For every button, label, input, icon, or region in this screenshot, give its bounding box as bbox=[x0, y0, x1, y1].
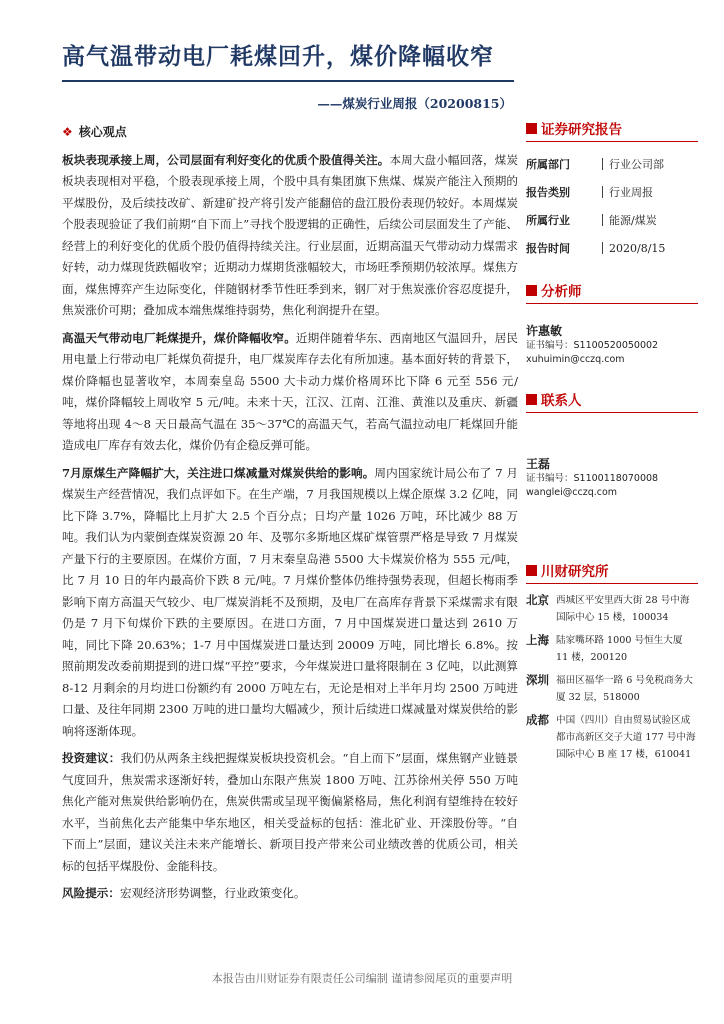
meta-row: 报告时间 2020/8/15 bbox=[526, 241, 666, 255]
paragraph-lead: 投资建议： bbox=[62, 751, 121, 765]
sidebar bbox=[526, 118, 698, 769]
paragraph-5 bbox=[62, 883, 518, 905]
report-subtitle: ——煤炭行业周报（20200815） bbox=[317, 96, 512, 111]
institute-header: 川财研究所 bbox=[526, 560, 698, 584]
section-title: 核心观点 bbox=[78, 125, 127, 139]
contact-name: 王磊 bbox=[526, 457, 551, 471]
contact-email[interactable]: wanglei@cczq.com bbox=[526, 487, 618, 498]
analyst-cert: 证书编号：S1100520050002 bbox=[526, 340, 659, 351]
page-footer: 本报告由川财证券有限责任公司编制 谨请参阅尾页的重要声明 bbox=[211, 972, 513, 985]
office-item: 成都 中国（四川）自由贸易试验区成都市高新区交子大道 177 号中海国际中心 B 座 17 楼，610041 bbox=[526, 713, 696, 760]
square-bullet-icon bbox=[526, 394, 537, 405]
section-heading bbox=[62, 122, 518, 144]
paragraph-lead: 7月原煤生产降幅扩大，关注进口煤减量对煤炭供给的影响。 bbox=[62, 465, 375, 480]
diamond-bullet-icon: ❖ bbox=[62, 125, 73, 139]
paragraph-lead: 风险提示： bbox=[62, 886, 120, 900]
office-list bbox=[526, 592, 698, 763]
meta-row: 报告类别 行业周报 bbox=[526, 186, 653, 199]
square-bullet-icon bbox=[526, 285, 537, 296]
paragraph-4 bbox=[62, 748, 518, 877]
square-bullet-icon bbox=[526, 565, 537, 576]
paragraph-body: 本周大盘小幅回落，煤炭板块表现相对平稳，个股表现承接上周，个股中具有集团旗下焦煤、煤炭产能注入预期的平煤股份，及后续技改矿、新建矿投产将引发产能翻倍的盘江股份表现仍较好。本周煤炭个股表现验证了我们前期“自下而上”寻找个股逻辑的正确性，后续公司层面发生了产能、经营上的利好变化的优质个股仍值得持续关注。行业层面，近期高温天气带动动力煤需求好转，动力煤现货跌幅收窄；近期动力煤期货涨幅较大，市场旺季预期仍较浓厚。煤焦方面，煤焦博弈产生边际变化，伴随钢材季节性旺季到来，钢厂对于焦炭涨价容忍度提升，焦炭涨价可期；叠加成本端焦煤维持弱势，焦化利润提升在望。 bbox=[62, 152, 518, 317]
contact-card bbox=[526, 455, 698, 500]
paragraph-3 bbox=[62, 463, 518, 743]
paragraph-1 bbox=[62, 150, 518, 322]
paragraph-body: 近期伴随着华东、西南地区气温回升，居民用电量上行带动电厂耗煤负荷提升，电厂煤炭库存去化有所加速。基本面好转的背景下，煤价降幅也显著收窄，本周秦皇岛 5500 大卡动力煤价格周环比下降 6 元至 556 元/吨，煤价降幅较上周收窄 5 元/吨。未来十天，江汉、江南、江淮、黄淮以及重庆、新疆等地将出现 4～8 天日最高气温在 35～37℃的高温天气，若高气温拉动电厂耗煤回升能造成电厂库存有效去化，煤价仍有企稳反弹可能。 bbox=[62, 330, 518, 452]
paragraph-lead: 板块表现承接上周，公司层面有利好变化的优质个股值得关注。 bbox=[62, 152, 390, 167]
square-bullet-icon bbox=[526, 123, 537, 134]
contact-header: 联系人 bbox=[526, 389, 698, 413]
paragraph-body: 宏观经济形势调整，行业政策变化。 bbox=[119, 886, 306, 900]
main-content bbox=[62, 122, 518, 911]
paragraph-body: 我们仍从两条主线把握煤炭板块投资机会。“自上而下”层面，煤焦钢产业链景气度回升，焦炭需求逐渐好转，叠加山东限产焦炭 1800 万吨、江苏徐州关停 550 万吨焦化产能对焦炭供给影响仍在，焦炭供需或呈现平衡偏紧格局，焦化利润有望维持在较好水平，当前焦化去产能集中华东地区，相关受益标的包括：淮北矿业、开滦股份等。“自下而上”层面，建议关注未来产能增长、新项目投产带来公司业绩改善的优质公司，相关标的包括平煤股份、金能科技。 bbox=[62, 751, 518, 873]
report-title: 高气温带动电厂耗煤回升，煤价降幅收窄 bbox=[62, 44, 494, 70]
analyst-header: 分析师 bbox=[526, 280, 698, 304]
paragraph-lead: 高温天气带动电厂耗煤提升，煤价降幅收窄。 bbox=[62, 330, 296, 345]
office-item: 上海 陆家嘴环路 1000 号恒生大厦 11 楼，200120 bbox=[526, 633, 683, 663]
analyst-card bbox=[526, 322, 698, 367]
report-info-header: 证券研究报告 bbox=[526, 118, 698, 142]
title-divider bbox=[62, 80, 514, 82]
meta-row: 所属部门 行业公司部 bbox=[526, 158, 664, 171]
report-meta bbox=[526, 150, 698, 262]
paragraph-2 bbox=[62, 328, 518, 457]
office-item: 深圳 福田区福华一路 6 号免税商务大厦 32 层，518000 bbox=[526, 673, 693, 703]
analyst-name: 许惠敏 bbox=[526, 324, 563, 338]
paragraph-body: 周内国家统计局公布了 7 月煤炭生产经营情况，我们点评如下。在生产端，7 月我国规模以上煤企原煤 3.2 亿吨，同比下降 3.7%，降幅比上月扩大 2.5 个百分点；日均产量 1026 万吨，环比减少 88 万吨。我们认为内蒙倒查煤炭资源 20 年、及鄂尔多斯地区煤矿煤管票严格是导致 7 月煤炭产量下行的主要原因。在煤价方面，7 月末秦皇岛港 5500 大卡煤炭价格为 555 元/吨，比 7 月 10 日的年内最高价下跌 8 元/吨。7 月煤价整体仍维持强势表现，但超长梅雨季影响下南方高温天气较少、电厂煤炭消耗不及预期，及电厂在高库存背景下采煤需求有限仍是 7 月下旬煤价下跌的主要原因。在进口方面，7 月中国煤炭进口量达到 2610 万吨，同比下降 20.63%；1-7 月中国煤炭进口量达到 20009 万吨，同比增长 6.8%。按照前期发改委前期提到的进口煤“平控”要求，今年煤炭进口量将限制在 3 亿吨，以此测算 8-12 月剩余的月均进口份额约有 2000 万吨左右，无论是相对上半年月均 2500 万吨进口量、及往年同期 2300 万吨的进口量均大幅减少，预计后续进口煤减量对煤炭供给的影响将逐渐体现。 bbox=[62, 465, 518, 738]
analyst-email[interactable]: xuhuimin@cczq.com bbox=[526, 354, 625, 365]
office-item: 北京 西城区平安里西大街 28 号中海国际中心 15 楼，100034 bbox=[526, 593, 690, 623]
contact-cert: 证书编号：S1100118070008 bbox=[526, 473, 659, 484]
meta-row: 所属行业 能源/煤炭 bbox=[526, 214, 657, 227]
